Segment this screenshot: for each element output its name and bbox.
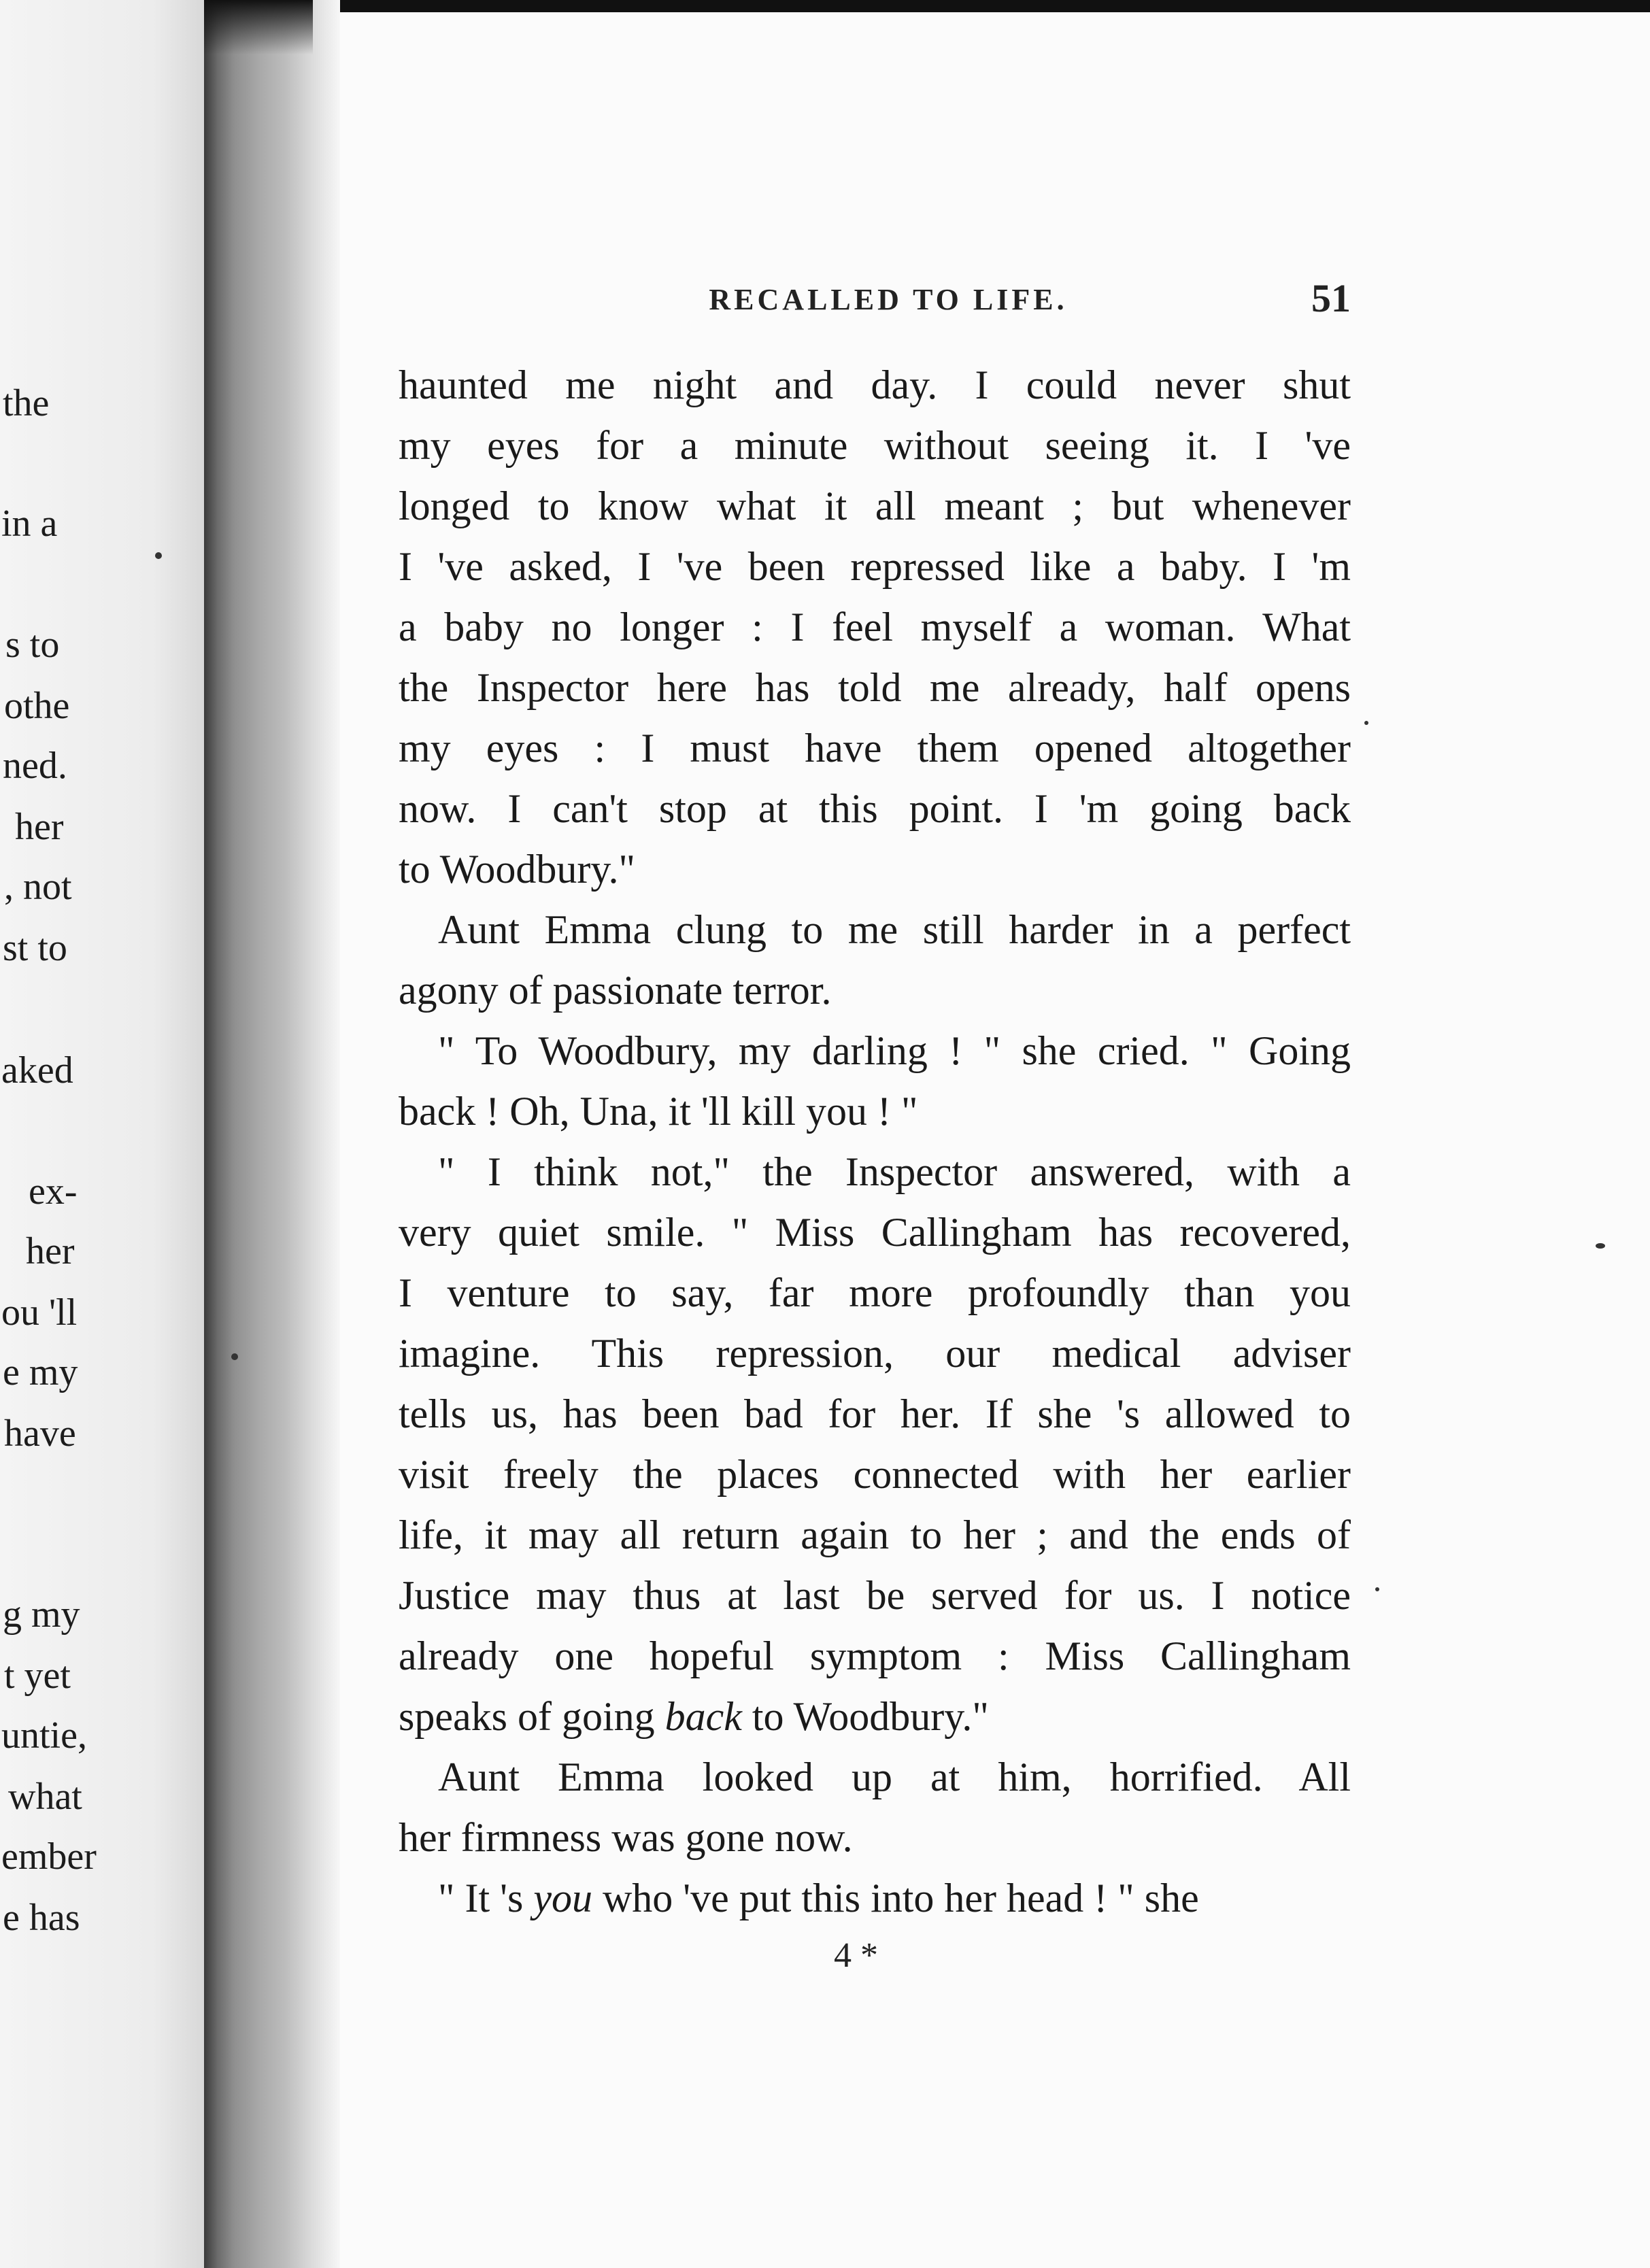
italic-word: back bbox=[664, 1694, 742, 1739]
left-page-fragment: ember bbox=[1, 1835, 97, 1878]
left-page-fragment: othe bbox=[4, 685, 70, 727]
left-page-fragment: untie, bbox=[1, 1714, 87, 1757]
text-run: to Woodbury." bbox=[752, 1694, 989, 1739]
text-line bbox=[399, 1687, 1351, 1747]
text-line: I venture to say, far more profoundly than you bbox=[399, 1270, 1351, 1315]
text-line: " To Woodbury, my darling ! " she cried. " Going bbox=[438, 1028, 1351, 1073]
left-page-fragment: g my bbox=[3, 1593, 80, 1636]
left-page-fragment: her bbox=[26, 1230, 75, 1272]
text-line: a baby no longer : I feel myself a woman. What bbox=[399, 605, 1351, 649]
italic-word: you bbox=[533, 1876, 592, 1920]
text-run: " It 's bbox=[438, 1876, 524, 1920]
left-page-fragment: t yet bbox=[4, 1655, 71, 1697]
scan-speck bbox=[1375, 1587, 1379, 1591]
body-text bbox=[399, 355, 1351, 1929]
text-line: already one hopeful symptom : Miss Callingham bbox=[399, 1634, 1351, 1678]
scan-top-edge bbox=[184, 0, 1650, 12]
left-page-fragment: her bbox=[15, 806, 64, 848]
text-line: Justice may thus at last be served for us. I notice bbox=[399, 1573, 1351, 1618]
text-line: imagine. This repression, our medical adviser bbox=[399, 1331, 1351, 1376]
text-line: life, it may all return again to her ; and the ends of bbox=[399, 1512, 1351, 1557]
text-line: very quiet smile. " Miss Callingham has recovered, bbox=[399, 1210, 1351, 1255]
text-line: agony of passionate terror. bbox=[399, 968, 832, 1013]
text-line: tells us, has been bad for her. If she 's allowed to bbox=[399, 1391, 1351, 1436]
scan-speck bbox=[1364, 721, 1368, 725]
text-line: to Woodbury." bbox=[399, 847, 635, 892]
text-run: who 've put this into her head ! " she bbox=[602, 1876, 1199, 1920]
left-page-fragment: in a bbox=[1, 503, 58, 545]
left-page-fragment: what bbox=[8, 1776, 82, 1818]
page-number: 51 bbox=[1311, 276, 1351, 320]
text-line: I 've asked, I 've been repressed like a baby. I 'm bbox=[399, 544, 1351, 589]
text-line: visit freely the places connected with her earlier bbox=[399, 1452, 1351, 1497]
left-page-fragment: the bbox=[3, 382, 50, 424]
running-header bbox=[399, 269, 1351, 330]
text-line: back ! Oh, Una, it 'll kill you ! " bbox=[399, 1089, 918, 1134]
left-page-fragment: s to bbox=[5, 624, 60, 666]
left-facing-page bbox=[0, 0, 204, 2268]
text-run: speaks of going bbox=[399, 1694, 655, 1739]
left-page-fragment: ou 'll bbox=[1, 1291, 78, 1334]
book-gutter-shadow bbox=[204, 0, 340, 2268]
text-line: longed to know what it all meant ; but whenever bbox=[399, 484, 1351, 528]
text-line: now. I can't stop at this point. I 'm going back bbox=[399, 786, 1351, 831]
gutter-top-shadow bbox=[204, 0, 313, 54]
left-page-fragment: st to bbox=[3, 927, 67, 969]
left-page-fragment: have bbox=[4, 1412, 76, 1455]
text-line: haunted me night and day. I could never shut bbox=[399, 362, 1351, 407]
left-page-fragment: e has bbox=[3, 1897, 80, 1939]
text-line: Aunt Emma looked up at him, horrified. All bbox=[438, 1755, 1351, 1799]
left-page-fragment: e my bbox=[3, 1351, 78, 1393]
text-line: " I think not," the Inspector answered, with a bbox=[438, 1149, 1351, 1194]
scan-speck bbox=[155, 552, 162, 559]
left-page-fragment: ex- bbox=[29, 1170, 78, 1213]
text-line: Aunt Emma clung to me still harder in a perfect bbox=[438, 907, 1351, 952]
signature-mark: 4 * bbox=[834, 1936, 878, 1975]
scan-speck bbox=[231, 1353, 238, 1360]
left-page-fragment: aked bbox=[1, 1049, 73, 1091]
text-line: the Inspector here has told me already, half opens bbox=[399, 665, 1351, 710]
running-title: RECALLED TO LIFE. bbox=[709, 283, 1068, 316]
text-line: my eyes : I must have them opened altogether bbox=[399, 726, 1351, 771]
scan-speck bbox=[1596, 1243, 1605, 1249]
text-line: her firmness was gone now. bbox=[399, 1815, 853, 1860]
left-page-fragment: , not bbox=[4, 866, 72, 908]
text-line bbox=[399, 1868, 1351, 1929]
left-page-fragment: ned. bbox=[3, 745, 67, 787]
text-line: my eyes for a minute without seeing it. I 've bbox=[399, 423, 1351, 468]
